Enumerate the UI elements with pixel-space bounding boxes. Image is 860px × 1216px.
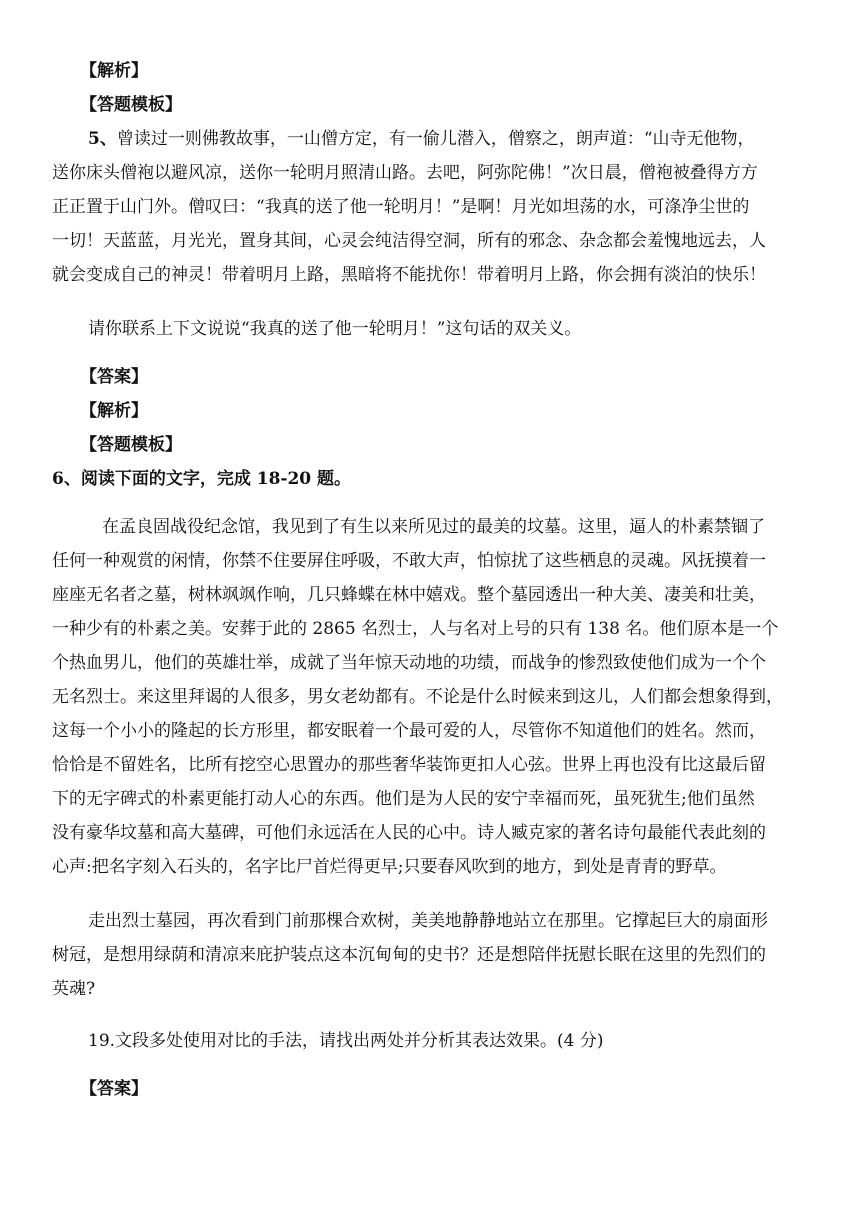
- q6-heading: 6、阅读下面的文字，完成 18-20 题。: [52, 469, 352, 489]
- analysis-label: 【解析】: [80, 401, 148, 421]
- q5-passage-line: 送你床头僧袍以避风凉，送你一轮明月照清山路。去吧，阿弥陀佛！”次日晨，僧袍被叠得方方: [52, 163, 758, 183]
- q5-passage-line: 一切！天蓝蓝，月光光，置身其间，心灵会纯洁得空洞，所有的邪念、杂念都会羞愧地远去，人: [52, 231, 766, 251]
- q6-passage-line: 恰恰是不留姓名，比所有挖空心思置办的那些奢华装饰更扣人心弦。世界上再也没有比这最后留: [52, 755, 766, 775]
- q5-passage-line: 就会变成自己的神灵！带着明月上路，黑暗将不能扰你！带着明月上路，你会拥有淡泊的快乐！: [52, 265, 766, 285]
- q6-passage2-line: 走出烈士墓园，再次看到门前那棵合欢树，美美地静静地站立在那里。它撑起巨大的扇面形: [88, 911, 768, 931]
- q6-passage-line: 心声:把名字刻入石头的，名字比尸首烂得更早;只要春风吹到的地方，到处是青青的野草。: [52, 857, 727, 877]
- answer-label: 【答案】: [80, 1079, 148, 1099]
- q6-passage2-line: 英魂?: [52, 979, 96, 999]
- answer-template-label: 【答题模板】: [80, 435, 182, 455]
- answer-label: 【答案】: [80, 367, 148, 387]
- q6-passage-line: 在孟良固战役纪念馆，我见到了有生以来所见过的最美的坟墓。这里，逼人的朴素禁锢了: [102, 517, 765, 537]
- answer-template-label: 【答题模板】: [80, 95, 182, 115]
- q6-passage-line: 没有豪华坟墓和高大墓碑，可他们永远活在人民的心中。诗人臧克家的著名诗句最能代表此刻的: [52, 823, 766, 843]
- q5-question: 请你联系上下文说说“我真的送了他一轮明月！”这句话的双关义。: [88, 319, 582, 339]
- analysis-label: 【解析】: [80, 61, 148, 81]
- q6-passage2-line: 树冠，是想用绿荫和清凉来庇护装点这本沉甸甸的史书？还是想陪伴抚慰长眠在这里的先烈们的: [52, 945, 766, 965]
- q6-passage-line: 这每一个小小的隆起的长方形里，都安眠着一个最可爱的人，尽管你不知道他们的姓名。然而，: [52, 721, 766, 741]
- q6-passage-line: 任何一种观赏的闲情，你禁不住要屏住呼吸，不敢大声，怕惊扰了这些栖息的灵魂。风抚摸着一: [52, 551, 766, 571]
- q5-passage-line: 曾读过一则佛教故事，一山僧方定，有一偷儿潜入，僧察之，朗声道：“山寺无他物，: [116, 129, 755, 149]
- q6-passage-line: 座座无名者之墓，树林飒飒作响，几只蜂蝶在林中嬉戏。整个墓园透出一种大美、凄美和壮美，: [52, 585, 766, 605]
- q6-passage-line: 个热血男儿，他们的英雄壮举，成就了当年惊天动地的功绩，而战争的惨烈致使他们成为一个个: [52, 653, 766, 673]
- q5-passage-line: 正正置于山门外。僧叹曰：“我真的送了他一轮明月！”是啊！月光如坦荡的水，可涤净尘世的: [52, 197, 750, 217]
- q5-first-line: [88, 128, 755, 150]
- q19-question: 19.文段多处使用对比的手法，请找出两处并分析其表达效果。(4 分): [88, 1031, 604, 1051]
- q6-passage-line: 下的无字碑式的朴素更能打动人心的东西。他们是为人民的安宁幸福而死，虽死犹生;他们虽然: [52, 789, 755, 809]
- q5-number: 5、: [88, 129, 117, 149]
- q6-passage-line: 一种少有的朴素之美。安葬于此的 2865 名烈士，人与名对上号的只有 138 名。他们原本是一个: [52, 619, 779, 639]
- q6-passage-line: 无名烈士。来这里拜谒的人很多，男女老幼都有。不论是什么时候来到这儿，人们都会想象得到，: [52, 687, 783, 707]
